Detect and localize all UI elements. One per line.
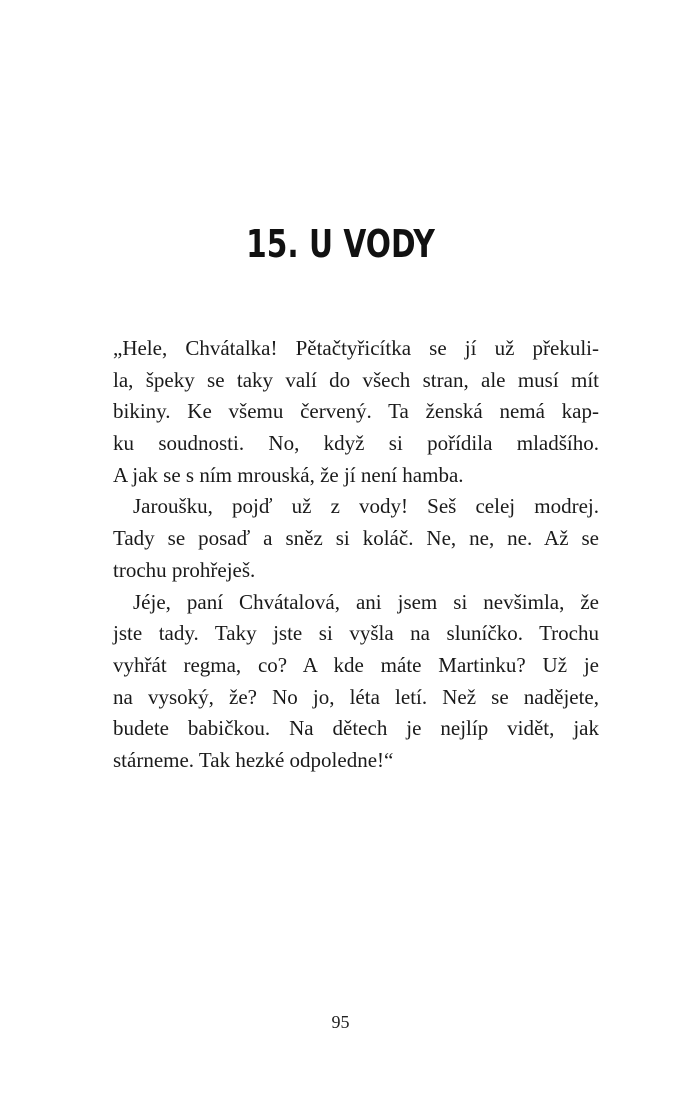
body-text xyxy=(113,333,599,777)
text-line: Tady se posaď a sněz si koláč. Ne, ne, ne. Až se xyxy=(113,526,599,551)
text-line: trochu prohřeješ. xyxy=(113,557,256,582)
text-line: A jak se s ním mrouská, že jí není hamba. xyxy=(113,462,464,487)
chapter-title: 15. U VODY xyxy=(246,222,435,266)
text-line: bikiny. Ke všemu červený. Ta ženská nemá kap- xyxy=(113,399,599,424)
text-line: na vysoký, že? No jo, léta letí. Než se nadějete, xyxy=(113,684,599,709)
text-line: Jéje, paní Chvátalová, ani jsem si nevšimla, že xyxy=(133,589,599,614)
text-line: la, špeky se taky valí do všech stran, ale musí mít xyxy=(113,367,599,392)
paragraph-1 xyxy=(113,333,599,491)
text-line: ku soudnosti. No, když si pořídila mladšího. xyxy=(113,431,599,456)
paragraph-3 xyxy=(113,587,599,777)
text-line: „Hele, Chvátalka! Pětačtyřicítka se jí už překuli- xyxy=(113,336,599,360)
paragraph-2 xyxy=(113,491,599,586)
text-line: Jaroušku, pojď už z vody! Seš celej modrej. xyxy=(133,494,599,519)
text-line: vyhřát regma, co? A kde máte Martinku? Už je xyxy=(113,652,599,677)
page-number: 95 xyxy=(331,1012,350,1032)
text-line: jste tady. Taky jste si vyšla na sluníčko. Trochu xyxy=(113,621,599,646)
text-line: budete babičkou. Na dětech je nejlíp vidět, jak xyxy=(113,716,599,741)
text-line: stárneme. Tak hezké odpoledne!“ xyxy=(113,747,394,772)
